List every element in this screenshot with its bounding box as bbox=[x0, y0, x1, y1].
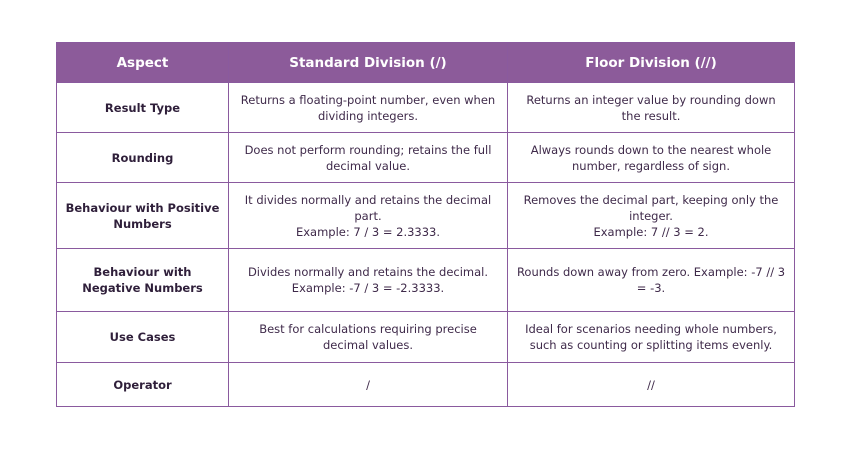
comparison-table bbox=[56, 42, 795, 407]
row-standard: Best for calculations requiring precise decimal values. bbox=[229, 312, 508, 363]
row-aspect: Result Type bbox=[57, 83, 229, 133]
table-row bbox=[57, 133, 795, 183]
row-standard: Divides normally and retains the decimal. Example: -7 / 3 = -2.3333. bbox=[229, 249, 508, 312]
row-standard: / bbox=[229, 363, 508, 407]
row-floor: Rounds down away from zero. Example: -7 // 3 = -3. bbox=[508, 249, 795, 312]
header-aspect: Aspect bbox=[57, 43, 229, 83]
table-row bbox=[57, 312, 795, 363]
table-row bbox=[57, 363, 795, 407]
row-aspect: Operator bbox=[57, 363, 229, 407]
row-standard: It divides normally and retains the decimal part. Example: 7 / 3 = 2.3333. bbox=[229, 183, 508, 249]
row-standard: Does not perform rounding; retains the full decimal value. bbox=[229, 133, 508, 183]
row-floor: Ideal for scenarios needing whole numbers, such as counting or splitting items evenly. bbox=[508, 312, 795, 363]
row-aspect: Behaviour with Positive Numbers bbox=[57, 183, 229, 249]
header-row bbox=[57, 43, 795, 83]
header-standard-division: Standard Division (/) bbox=[229, 43, 508, 83]
row-standard: Returns a floating-point number, even when dividing integers. bbox=[229, 83, 508, 133]
row-floor: Returns an integer value by rounding down the result. bbox=[508, 83, 795, 133]
table-row bbox=[57, 249, 795, 312]
row-aspect: Behaviour with Negative Numbers bbox=[57, 249, 229, 312]
row-floor: // bbox=[508, 363, 795, 407]
table-row bbox=[57, 83, 795, 133]
table-row bbox=[57, 183, 795, 249]
row-aspect: Use Cases bbox=[57, 312, 229, 363]
header-floor-division: Floor Division (//) bbox=[508, 43, 795, 83]
row-aspect: Rounding bbox=[57, 133, 229, 183]
row-floor: Removes the decimal part, keeping only the integer. Example: 7 // 3 = 2. bbox=[508, 183, 795, 249]
row-floor: Always rounds down to the nearest whole number, regardless of sign. bbox=[508, 133, 795, 183]
